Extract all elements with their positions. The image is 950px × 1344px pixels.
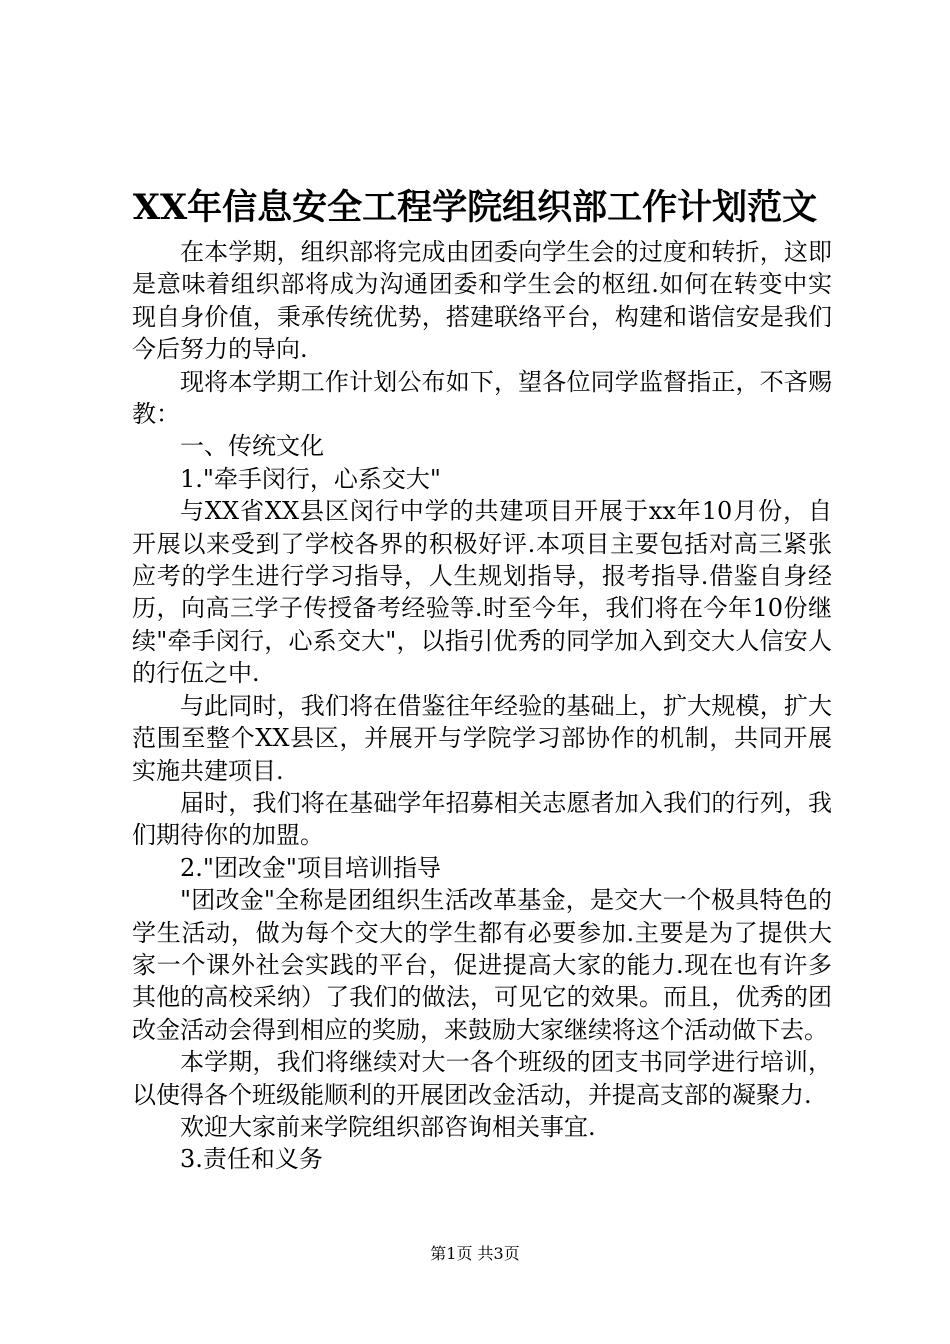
document-body <box>132 236 832 1176</box>
section-heading: 一、传统文化 <box>180 432 324 461</box>
subsection-heading: 2."团改金"项目培训指导 <box>180 853 441 882</box>
body-paragraph: 届时，我们将在基础学年招募相关志愿者加入我们的行列，我们期待你的加盟。 <box>132 788 832 850</box>
body-paragraph: 现将本学期工作计划公布如下，望各位同学监督指正，不吝赐教： <box>132 367 832 429</box>
page-footer <box>0 1243 950 1265</box>
body-paragraph: 欢迎大家前来学院组织部咨询相关事宜. <box>180 1112 596 1141</box>
page-indicator: 第1页 共3页 <box>430 1244 520 1263</box>
body-paragraph: 在本学期，组织部将完成由团委向学生会的过度和转折，这即是意味着组织部将成为沟通团委和学生会的枢纽.如何在转变中实现自身价值，秉承传统优势，搭建联络平台，构建和谐信安是我们今后努力的导向. <box>132 238 832 364</box>
body-paragraph: "团改金"全称是团组织生活改革基金，是交大一个极具特色的学生活动，做为每个交大的学生都有必要参加.主要是为了提供大家一个课外社会实践的平台，促进提高大家的能力.现在也有许多其他的高校采纳）了我们的做法，可见它的效果。而且，优秀的团改金活动会得到相应的奖励，来鼓励大家继续将这个活动做下去。 <box>132 886 832 1044</box>
body-paragraph: 与此同时，我们将在借鉴往年经验的基础上，扩大规模，扩大范围至整个XX县区，并展开与学院学习部协作的机制，共同开展实施共建项目. <box>132 691 832 785</box>
body-paragraph: 与XX省XX县区闵行中学的共建项目开展于xx年10月份，自开展以来受到了学校各界的积极好评.本项目主要包括对高三紧张应考的学生进行学习指导，人生规划指导，报考指导.借鉴自身经历，向高三学子传授备考经验等.时至今年，我们将在今年10份继续"牵手闵行，心系交大"，以指引优秀的同学加入到交大人信安人的行伍之中. <box>132 497 832 688</box>
body-paragraph: 本学期，我们将继续对大一各个班级的团支书同学进行培训，以使得各个班级能顺利的开展团改金活动，并提高支部的凝聚力. <box>132 1048 832 1109</box>
subsection-heading: 1."牵手闵行，心系交大" <box>180 464 441 493</box>
subsection-heading: 3.责任和义务 <box>180 1145 323 1174</box>
document-title: XX年信息安全工程学院组织部工作计划范文 <box>132 187 818 228</box>
